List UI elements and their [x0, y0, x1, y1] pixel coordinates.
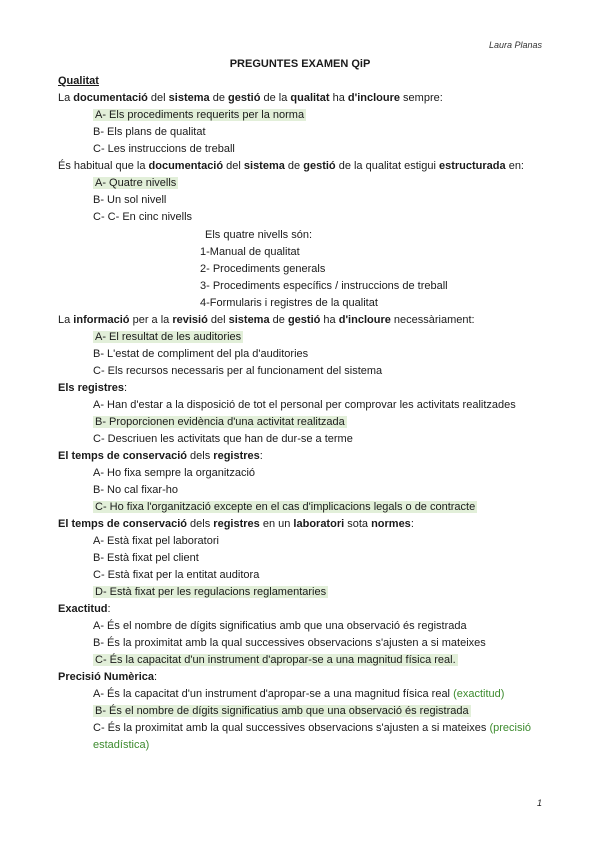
correct-answer-highlight: B- Proporcionen evidència d'una activitat realitzada: [95, 416, 345, 428]
q3-key-revisio: revisió: [172, 314, 208, 326]
q2-note-heading: Els quatre nivells són:: [205, 229, 312, 241]
q6-text: dels: [187, 518, 214, 530]
correct-answer-highlight: D- Està fixat per les regulacions reglamentaries: [95, 586, 327, 598]
q6-key-registres: registres: [213, 518, 260, 530]
page-number: 1: [536, 798, 542, 808]
q8-option-c-note-cont: estadística): [93, 739, 150, 751]
q3-text: ha: [320, 314, 339, 326]
q1-key-sistema: sistema: [168, 92, 210, 104]
q8-option-b: [93, 704, 471, 718]
q4-text: :: [124, 382, 128, 394]
q2-text: És habitual que la: [58, 160, 149, 172]
q3-option-b: B- L'estat de compliment del pla d'auditories: [93, 348, 309, 360]
q8-option-c-text: C- És la proximitat amb la qual successives observacions s'ajusten a si mateixes: [93, 722, 490, 734]
q8-option-a: [93, 687, 504, 701]
q6-option-c: C- Està fixat per la entitat auditora: [93, 569, 260, 581]
q3-key-gestio: gestió: [287, 314, 321, 326]
q7-option-b: B- És la proximitat amb la qual successives observacions s'ajusten a si mateixes: [93, 637, 486, 649]
q1-key-documentacio: documentació: [73, 92, 148, 104]
correct-answer-highlight: B- És el nombre de dígits significatius amb que una observació és registrada: [95, 705, 469, 717]
q4-option-c: C- Descriuen les activitats que han de dur-se a terme: [93, 433, 353, 445]
q1-text: La: [58, 92, 74, 104]
q3-key-informacio: informació: [73, 314, 130, 326]
question-5: [58, 449, 263, 463]
q2-note-level-4: 4-Formularis i registres de la qualitat: [200, 297, 378, 309]
q3-text: de: [269, 314, 288, 326]
question-4: [58, 381, 127, 395]
q1-option-b: B- Els plans de qualitat: [93, 126, 206, 138]
question-2: [58, 159, 524, 173]
q2-note-level-1: 1-Manual de qualitat: [200, 246, 300, 258]
q1-key-incloure: d'incloure: [347, 92, 400, 104]
q1-key-qualitat: qualitat: [290, 92, 330, 104]
q5-text: dels: [187, 450, 214, 462]
q7-text: :: [107, 603, 111, 615]
q4-option-a: A- Han d'estar a la disposició de tot el personal per comprovar les activitats realitzades: [93, 399, 516, 411]
q2-key-estructurada: estructurada: [439, 160, 506, 172]
q3-option-a: [93, 330, 243, 344]
q1-text: del: [147, 92, 169, 104]
q8-option-a-note: (exactitud): [453, 688, 505, 700]
q5-option-b: B- No cal fixar-ho: [93, 484, 178, 496]
question-1: [58, 91, 443, 105]
correct-answer-highlight: C- Ho fixa l'organització excepte en el cas d'implicacions legals o de contracte: [95, 501, 476, 513]
q2-note-level-3: 3- Procediments específics / instruccions de treball: [200, 280, 448, 292]
q7-key-exactitud: Exactitud: [58, 603, 108, 615]
q6-text: :: [410, 518, 414, 530]
q6-text: en un: [259, 518, 294, 530]
q5-option-c: [93, 500, 477, 514]
q1-option-a: [93, 108, 306, 122]
q6-text: sota: [344, 518, 372, 530]
question-3: [58, 313, 475, 327]
q3-text: La: [58, 314, 74, 326]
q1-text: sempre:: [400, 92, 443, 104]
q6-key-laboratori: laboratori: [293, 518, 345, 530]
correct-answer-highlight: A- El resultat de les auditories: [95, 331, 242, 343]
q2-option-c: C- C- En cinc nivells: [93, 211, 193, 223]
q2-text: en:: [505, 160, 524, 172]
q1-key-gestio: gestió: [228, 92, 261, 104]
question-6: [58, 517, 414, 531]
q3-text: del: [207, 314, 229, 326]
q1-text: de la: [260, 92, 291, 104]
q6-key-temps: El temps de conservació: [58, 518, 187, 530]
q6-option-b: B- Està fixat pel client: [93, 552, 199, 564]
q8-text: :: [154, 671, 158, 683]
q3-key-incloure: d'incloure: [338, 314, 391, 326]
q2-text: de la qualitat estigui: [335, 160, 439, 172]
section-heading-qualitat: Qualitat: [58, 75, 99, 87]
q8-key-precisio: Precisió Numèrica: [58, 671, 154, 683]
q8-option-c-note: (precisió: [489, 722, 532, 734]
q6-option-d: [93, 585, 328, 599]
q1-option-c: C- Les instruccions de treball: [93, 143, 235, 155]
q3-option-c: C- Els recursos necessaris per al funcionament del sistema: [93, 365, 383, 377]
question-8: [58, 670, 157, 684]
q2-key-gestio: gestió: [303, 160, 336, 172]
q4-option-b: [93, 415, 347, 429]
correct-answer-highlight: C- És la capacitat d'un instrument d'apropar-se a una magnitud física real.: [95, 654, 456, 666]
q1-text: de: [209, 92, 229, 104]
q3-text: necessàriament:: [390, 314, 475, 326]
q2-option-b: B- Un sol nivell: [93, 194, 167, 206]
q8-option-c: [93, 721, 531, 735]
correct-answer-highlight: A- Els procediments requerits per la norma: [95, 109, 305, 121]
q7-option-c: [93, 653, 458, 667]
q2-option-a: [93, 176, 178, 190]
correct-answer-highlight: A- Quatre nivells: [95, 177, 177, 189]
q2-note-level-2: 2- Procediments generals: [200, 263, 326, 275]
q5-key-registres: registres: [213, 450, 260, 462]
author-header: Laura Planas: [488, 40, 542, 50]
q6-option-a: A- Està fixat pel laboratori: [93, 535, 219, 547]
q2-text: del: [223, 160, 244, 172]
q2-key-documentacio: documentació: [148, 160, 224, 172]
q8-option-a-text: A- És la capacitat d'un instrument d'apropar-se a una magnitud física real: [93, 688, 454, 700]
document-title: PREGUNTES EXAMEN QiP: [229, 58, 371, 70]
q5-key-temps: El temps de conservació: [58, 450, 187, 462]
question-7: [58, 602, 111, 616]
q1-text: ha: [329, 92, 348, 104]
q3-key-sistema: sistema: [228, 314, 270, 326]
q5-text: :: [259, 450, 263, 462]
q2-key-sistema: sistema: [243, 160, 285, 172]
q2-text: de: [284, 160, 304, 172]
q3-text: per a la: [129, 314, 173, 326]
q6-key-normes: normes: [371, 518, 411, 530]
q4-key-registres: Els registres: [58, 382, 125, 394]
q5-option-a: A- Ho fixa sempre la organització: [93, 467, 256, 479]
q7-option-a: A- És el nombre de dígits significatius amb que una observació és registrada: [93, 620, 467, 632]
